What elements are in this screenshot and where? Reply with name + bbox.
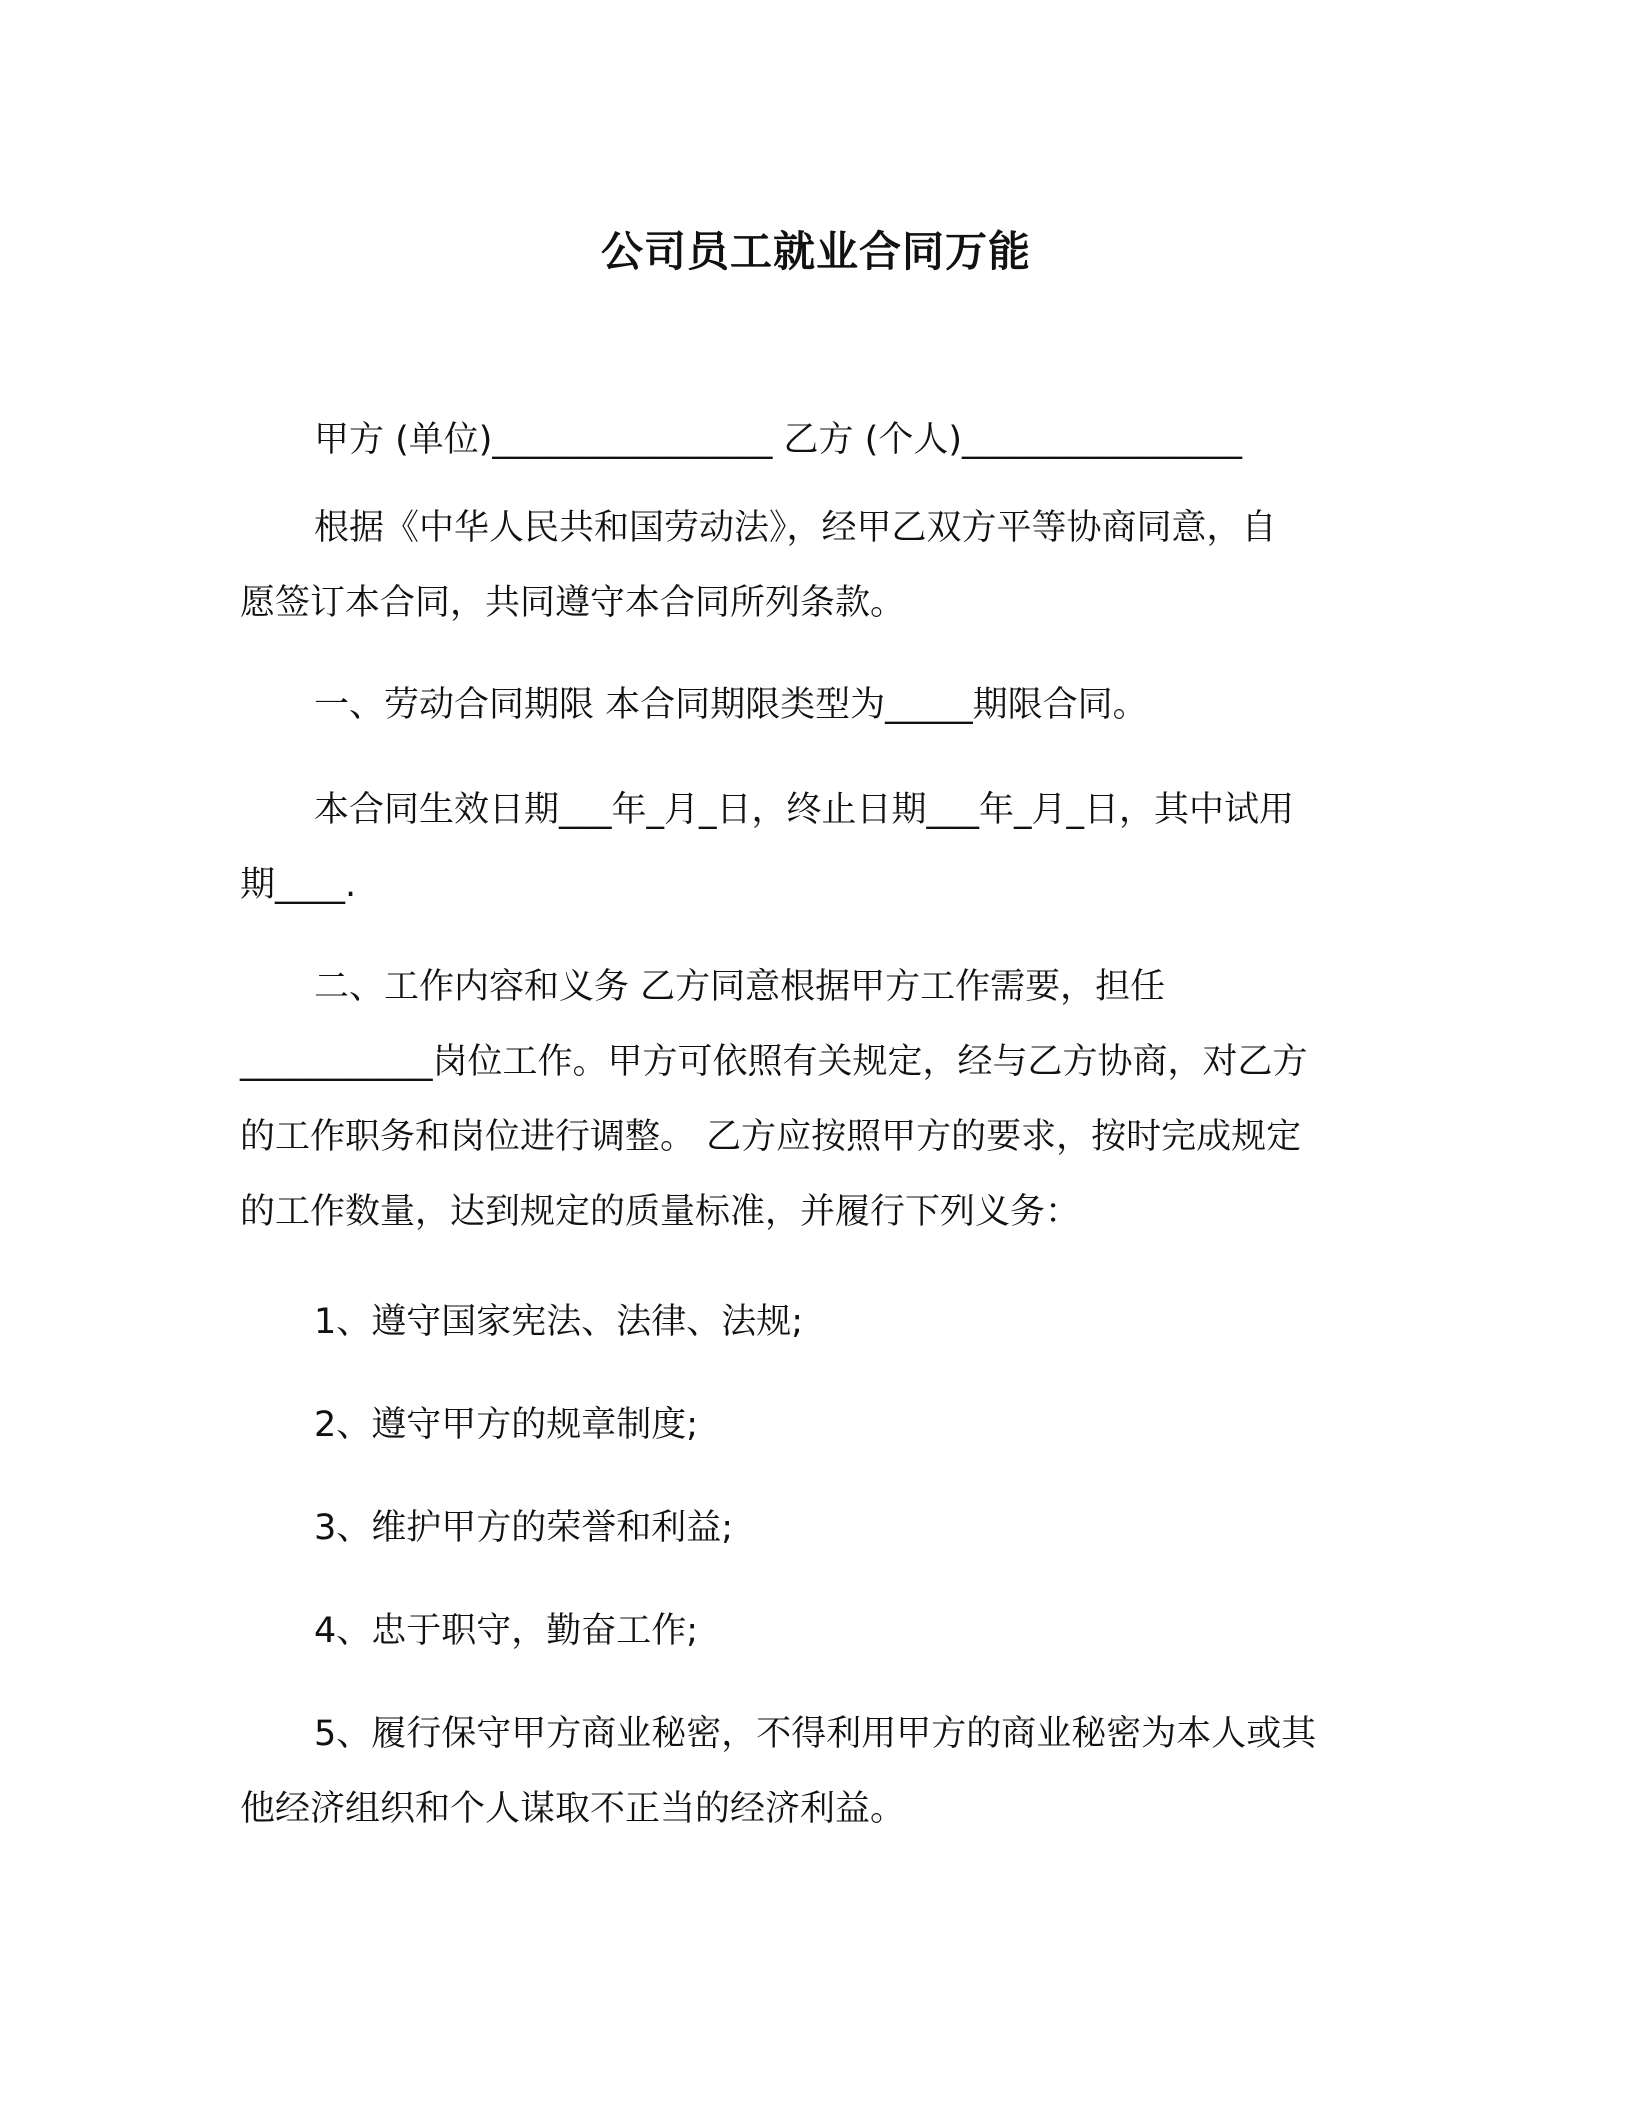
duty-item-5-line-1: 5、履行保守甲方商业秘密，不得利用甲方的商业秘密为本人或其 <box>314 1714 1317 1754</box>
duty-item-1: 1、遵守国家宪法、法律、法规; <box>314 1302 804 1342</box>
section2-heading: 二、工作内容和义务 乙方同意根据甲方工作需要，担任 <box>314 967 1166 1007</box>
duty-item-3: 3、维护甲方的荣誉和利益; <box>314 1508 734 1548</box>
duty-item-5-line-2: 他经济组织和个人谋取不正当的经济利益。 <box>240 1789 906 1829</box>
duty-item-2: 2、遵守甲方的规章制度; <box>314 1405 699 1445</box>
dates-line-2: 期____. <box>240 865 357 905</box>
dates-line-1: 本合同生效日期___年_月_日，终止日期___年_月_日，其中试用 <box>314 790 1295 830</box>
preamble-line-1: 根据《中华人民共和国劳动法》，经甲乙双方平等协商同意，自 <box>314 508 1277 548</box>
section2-line-2: ___________岗位工作。甲方可依照有关规定，经与乙方协商，对乙方 <box>240 1042 1308 1082</box>
section2-line-4: 的工作数量，达到规定的质量标准，并履行下列义务： <box>240 1192 1081 1232</box>
document-title: 公司员工就业合同万能 <box>600 227 1031 276</box>
section2-line-3: 的工作职务和岗位进行调整。 乙方应按照甲方的要求，按时完成规定 <box>240 1117 1302 1157</box>
parties-line: 甲方 (单位)________________ 乙方 (个人)________________ <box>314 420 1242 460</box>
duty-item-4: 4、忠于职守，勤奋工作; <box>314 1611 699 1651</box>
preamble-line-2: 愿签订本合同，共同遵守本合同所列条款。 <box>240 583 906 623</box>
section1-heading: 一、劳动合同期限 本合同期限类型为_____期限合同。 <box>314 685 1148 725</box>
